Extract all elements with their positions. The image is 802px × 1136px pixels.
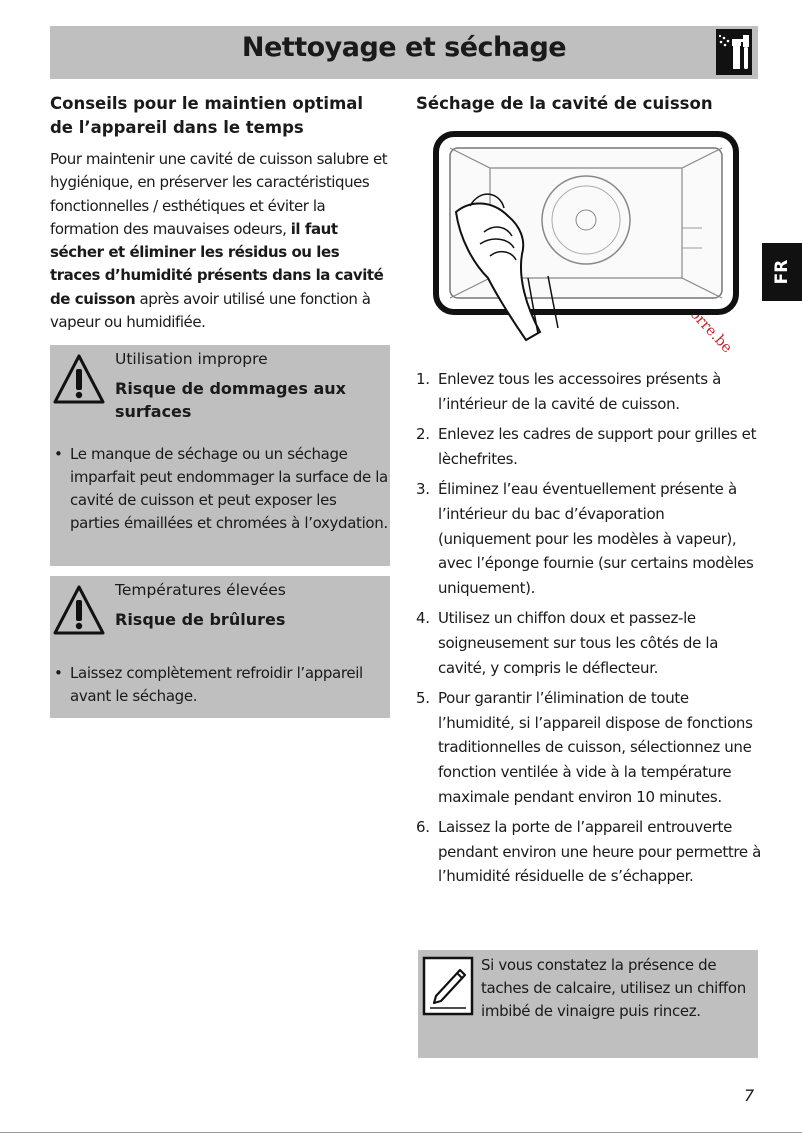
oven-cavity-drying-illustration (430, 128, 742, 350)
footer-divider (0, 1132, 802, 1133)
step-text: Enlevez tous les accessoires présents à l’intérieur de la cavité de cuisson. (438, 370, 721, 413)
drying-section-title: Séchage de la cavité de cuisson (416, 94, 713, 113)
note-pencil-icon (422, 956, 474, 1016)
intro-text-1: Pour maintenir une cavité de cuisson salubre et hygiénique, en préserver les caractéristiques fonctionnelles / esthétiques et éviter la formation des mauvaises odeurs, (50, 150, 388, 238)
warning-risk: Risque de dommages aux surfaces (115, 379, 346, 421)
warning-text (50, 662, 390, 708)
note-box (418, 950, 758, 1058)
list-item (416, 606, 761, 680)
step-number: 4. (416, 609, 430, 628)
intro-paragraph (50, 148, 392, 334)
warning-triangle-icon (52, 353, 106, 405)
warning-category: Utilisation impropre (115, 350, 268, 368)
warning-box-improper-use (50, 345, 390, 566)
step-number: 5. (416, 689, 430, 708)
step-text: Enlevez les cadres de support pour grilles et lèchefrites. (438, 425, 757, 468)
cleaning-spray-icon (716, 29, 752, 75)
warning-text-content: Le manque de séchage ou un séchage imparfait peut endommager la surface de la cavité de cuisson et peut exposer les parties émaillées et chromées à l’oxydation. (70, 445, 388, 532)
intro-text-2: après avoir utilisé une fonction à vapeur ou humidifiée. (50, 289, 371, 332)
drying-steps-list (416, 367, 761, 895)
note-text: Si vous constatez la présence de taches de calcaire, utilisez un chiffon imbibé de vinaigre puis rincez. (481, 956, 746, 1021)
bullet: • (54, 445, 63, 463)
list-item (416, 477, 761, 600)
bullet: • (54, 664, 63, 682)
step-number: 1. (416, 370, 430, 388)
list-item (416, 422, 761, 471)
warning-text-content: Laissez complètement refroidir l’appareil avant le séchage. (70, 664, 363, 705)
step-text: Pour garantir l’élimination de toute l’humidité, si l’appareil dispose de fonctions traditionnelles de cuisson, sélectionnez une fonction ventilée à vide à la température maximale pendant environ 10 minutes. (438, 689, 753, 806)
language-tab (762, 243, 802, 301)
warning-triangle-icon (52, 584, 106, 636)
step-text: Éliminez l’eau éventuellement présente à l’intérieur du bac d’évaporation (uniquement pour les modèles à vapeur), avec l’éponge fournie (sur certains modèles uniquement). (438, 480, 754, 597)
warning-box-high-temperature (50, 576, 390, 718)
step-text: Laissez la porte de l’appareil entrouverte pendant environ une heure pour permettre à l’humidité résiduelle de s’échapper. (438, 818, 762, 886)
step-text: Utilisez un chiffon doux et passez-le soigneusement sur tous les côtés de la cavité, y compris le déflecteur. (438, 609, 719, 677)
step-number: 2. (416, 425, 430, 444)
warning-risk: Risque de brûlures (115, 610, 286, 629)
page-number: 7 (744, 1086, 755, 1105)
list-item (416, 815, 761, 889)
list-item (416, 686, 761, 809)
page-title: Nettoyage et séchage (241, 32, 567, 63)
list-item (416, 367, 761, 416)
step-number: 3. (416, 480, 430, 499)
warning-category: Températures élevées (115, 581, 286, 599)
maintenance-tips-title: Conseils pour le maintien optimal de l’appareil dans le temps (50, 94, 364, 137)
section-header (50, 26, 758, 79)
language-label: FR (772, 259, 792, 285)
step-number: 6. (416, 818, 430, 837)
warning-text (50, 443, 390, 535)
intro-text-bold: il faut sécher et éliminer les résidus ou les traces d’humidité présents dans la cavité de cuisson (50, 219, 384, 308)
